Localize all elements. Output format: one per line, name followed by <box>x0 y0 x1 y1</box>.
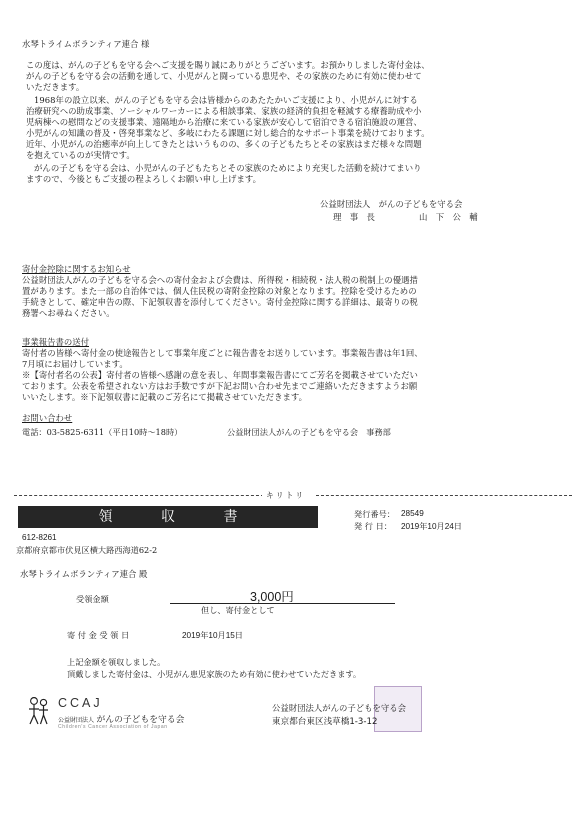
text-line: 7月頃にお届けしています。 <box>22 358 128 369</box>
contact-phone: 電話：03-5825-6311（平日10時〜18時） <box>22 427 183 437</box>
issue-number-label: 発行番号： <box>354 509 395 519</box>
amount-label: 受領金額 <box>76 594 109 604</box>
contact-organization: 公益財団法人がんの子どもを守る会 事務部 <box>227 427 391 437</box>
issuer-address: 東京都台東区浅草橋1-3-12 <box>272 717 378 727</box>
signature-title: 理 事 長 <box>333 212 375 222</box>
received-date: 2019年10月15日 <box>182 631 243 640</box>
text-line: 治療研究への助成事業、ソーシャルワーカーによる相談事業、家族の経済的負担を軽減する療養助成や小 <box>26 105 422 116</box>
report-body <box>22 348 423 403</box>
logo-prefix: 公益財団法人 <box>58 718 95 724</box>
text-line: がんの子どもを守る会の活動を通して、小児がんと闘っている患児や、その家族のために有効に使わせて <box>26 70 422 81</box>
text-line: この度は、がんの子どもを守る会へご支援を賜り誠にありがとうございます。お預かりしました寄付金は、 <box>26 60 430 70</box>
text-line: 1968年の設立以来、がんの子どもを守る会は皆様からのあたたかいご支援により、小児がんに対する <box>34 95 418 105</box>
signature-organization: 公益財団法人 がんの子どもを守る会 <box>320 199 463 209</box>
text-line: 児病棟への慰問などの支援事業、遠隔地から治療に来ている家族が安心して宿泊できる宿泊施設の運営、 <box>26 116 422 127</box>
received-date-label: 寄 付 金 受 領 日 <box>67 630 130 640</box>
text-line: 務署へお尋ねください。 <box>22 307 115 318</box>
letter-addressee: 水琴トライムボランティア連合 様 <box>22 39 150 49</box>
recipient-address: 京都府京都市伏見区横大路西海道62-2 <box>16 545 158 555</box>
receipt-thanks: 頂戴しました寄付金は、小児がん患児家族のため有効に使わせていただきます。 <box>67 669 362 679</box>
text-line: 公益財団法人がんの子どもを守る会への寄付金および会費は、所得税・相続税・法人税の税制上の優遇措 <box>22 275 418 285</box>
children-logo-icon <box>28 696 50 726</box>
receipt-recipient: 水琴トライムボランティア連合 殿 <box>20 569 148 579</box>
text-line: 小児がんの知識の普及・啓発事業など、多岐にわたる課題に対し総合的なサポート事業を続けております。 <box>26 127 430 138</box>
text-line: いただきます。 <box>26 81 85 92</box>
text-line: を抱えているのが実情です。 <box>26 149 135 160</box>
text-line: ますので、今後ともご支援の程よろしくお願い申し上げます。 <box>26 173 262 184</box>
receipt-confirmation: 上記金額を領収しました。 <box>67 657 166 667</box>
signature-name: 山 下 公 輔 <box>419 212 478 222</box>
cut-dash-left <box>14 495 264 496</box>
text-line: 近年、小児がんの治癒率が向上してきたとはいうものの、多くの子どもたちとその家族はまだ様々な問題 <box>26 138 422 149</box>
text-line: 手続きとして、確定申告の際、下記領収書を添付してください。寄付金控除に関する詳細は、最寄りの税 <box>22 296 418 307</box>
report-heading: 事業報告書の送付 <box>22 337 89 347</box>
receipt-title: 領 収 書 <box>98 509 260 525</box>
issue-date: 2019年10月24日 <box>401 522 462 531</box>
amount-value: 3,000円 <box>250 590 294 604</box>
text-line: ております。公表を希望されない方はお手数ですが下記お問い合わせ先までご連絡いただきますようお願 <box>22 380 418 391</box>
cut-line <box>14 490 572 500</box>
logo-acronym: CCAJ <box>58 696 103 710</box>
letter-paragraph-1 <box>26 60 430 93</box>
text-line: 寄付者の皆様へ寄付金の使途報告として事業年度ごとに報告書をお送りしています。事業報告書は年1回、 <box>22 348 423 358</box>
contact-heading: お問い合わせ <box>22 413 73 423</box>
text-line: 置があります。また一部の自治体では、個人住民税の寄附金控除の対象となります。控除を受けるための <box>22 285 417 296</box>
recipient-postal-code: 612-8261 <box>22 533 57 542</box>
issue-date-label: 発 行 日： <box>354 521 392 531</box>
issuer-organization: 公益財団法人がんの子どもを守る会 <box>272 703 406 713</box>
tax-heading: 寄付金控除に関するお知らせ <box>22 264 131 274</box>
amount-underline <box>170 603 395 604</box>
cut-label: キリトリ <box>262 490 309 501</box>
logo-english: Children's Cancer Association of Japan <box>58 724 168 730</box>
text-line: がんの子どもを守る会は、小児がんの子どもたちとその家族のためにより充実した活動を続けてまいり <box>34 163 422 173</box>
text-line: いいたします。※下記領収書に記載のご芳名にて掲載させていただきます。 <box>22 391 308 402</box>
text-line: ※【寄付者名の公表】寄付者の皆様へ感謝の意を表し、年間事業報告書にてご芳名を掲載させていただい <box>22 369 418 380</box>
logo-org-name: がんの子どもを守る会 <box>96 714 185 724</box>
issue-number: 28549 <box>401 509 424 518</box>
cut-dash-right <box>316 495 572 496</box>
letter-paragraph-3 <box>26 163 422 185</box>
tax-body <box>22 275 418 319</box>
receipt-title-banner <box>18 506 318 528</box>
amount-note: 但し、寄付金として <box>201 605 275 615</box>
letter-paragraph-2 <box>26 95 430 160</box>
